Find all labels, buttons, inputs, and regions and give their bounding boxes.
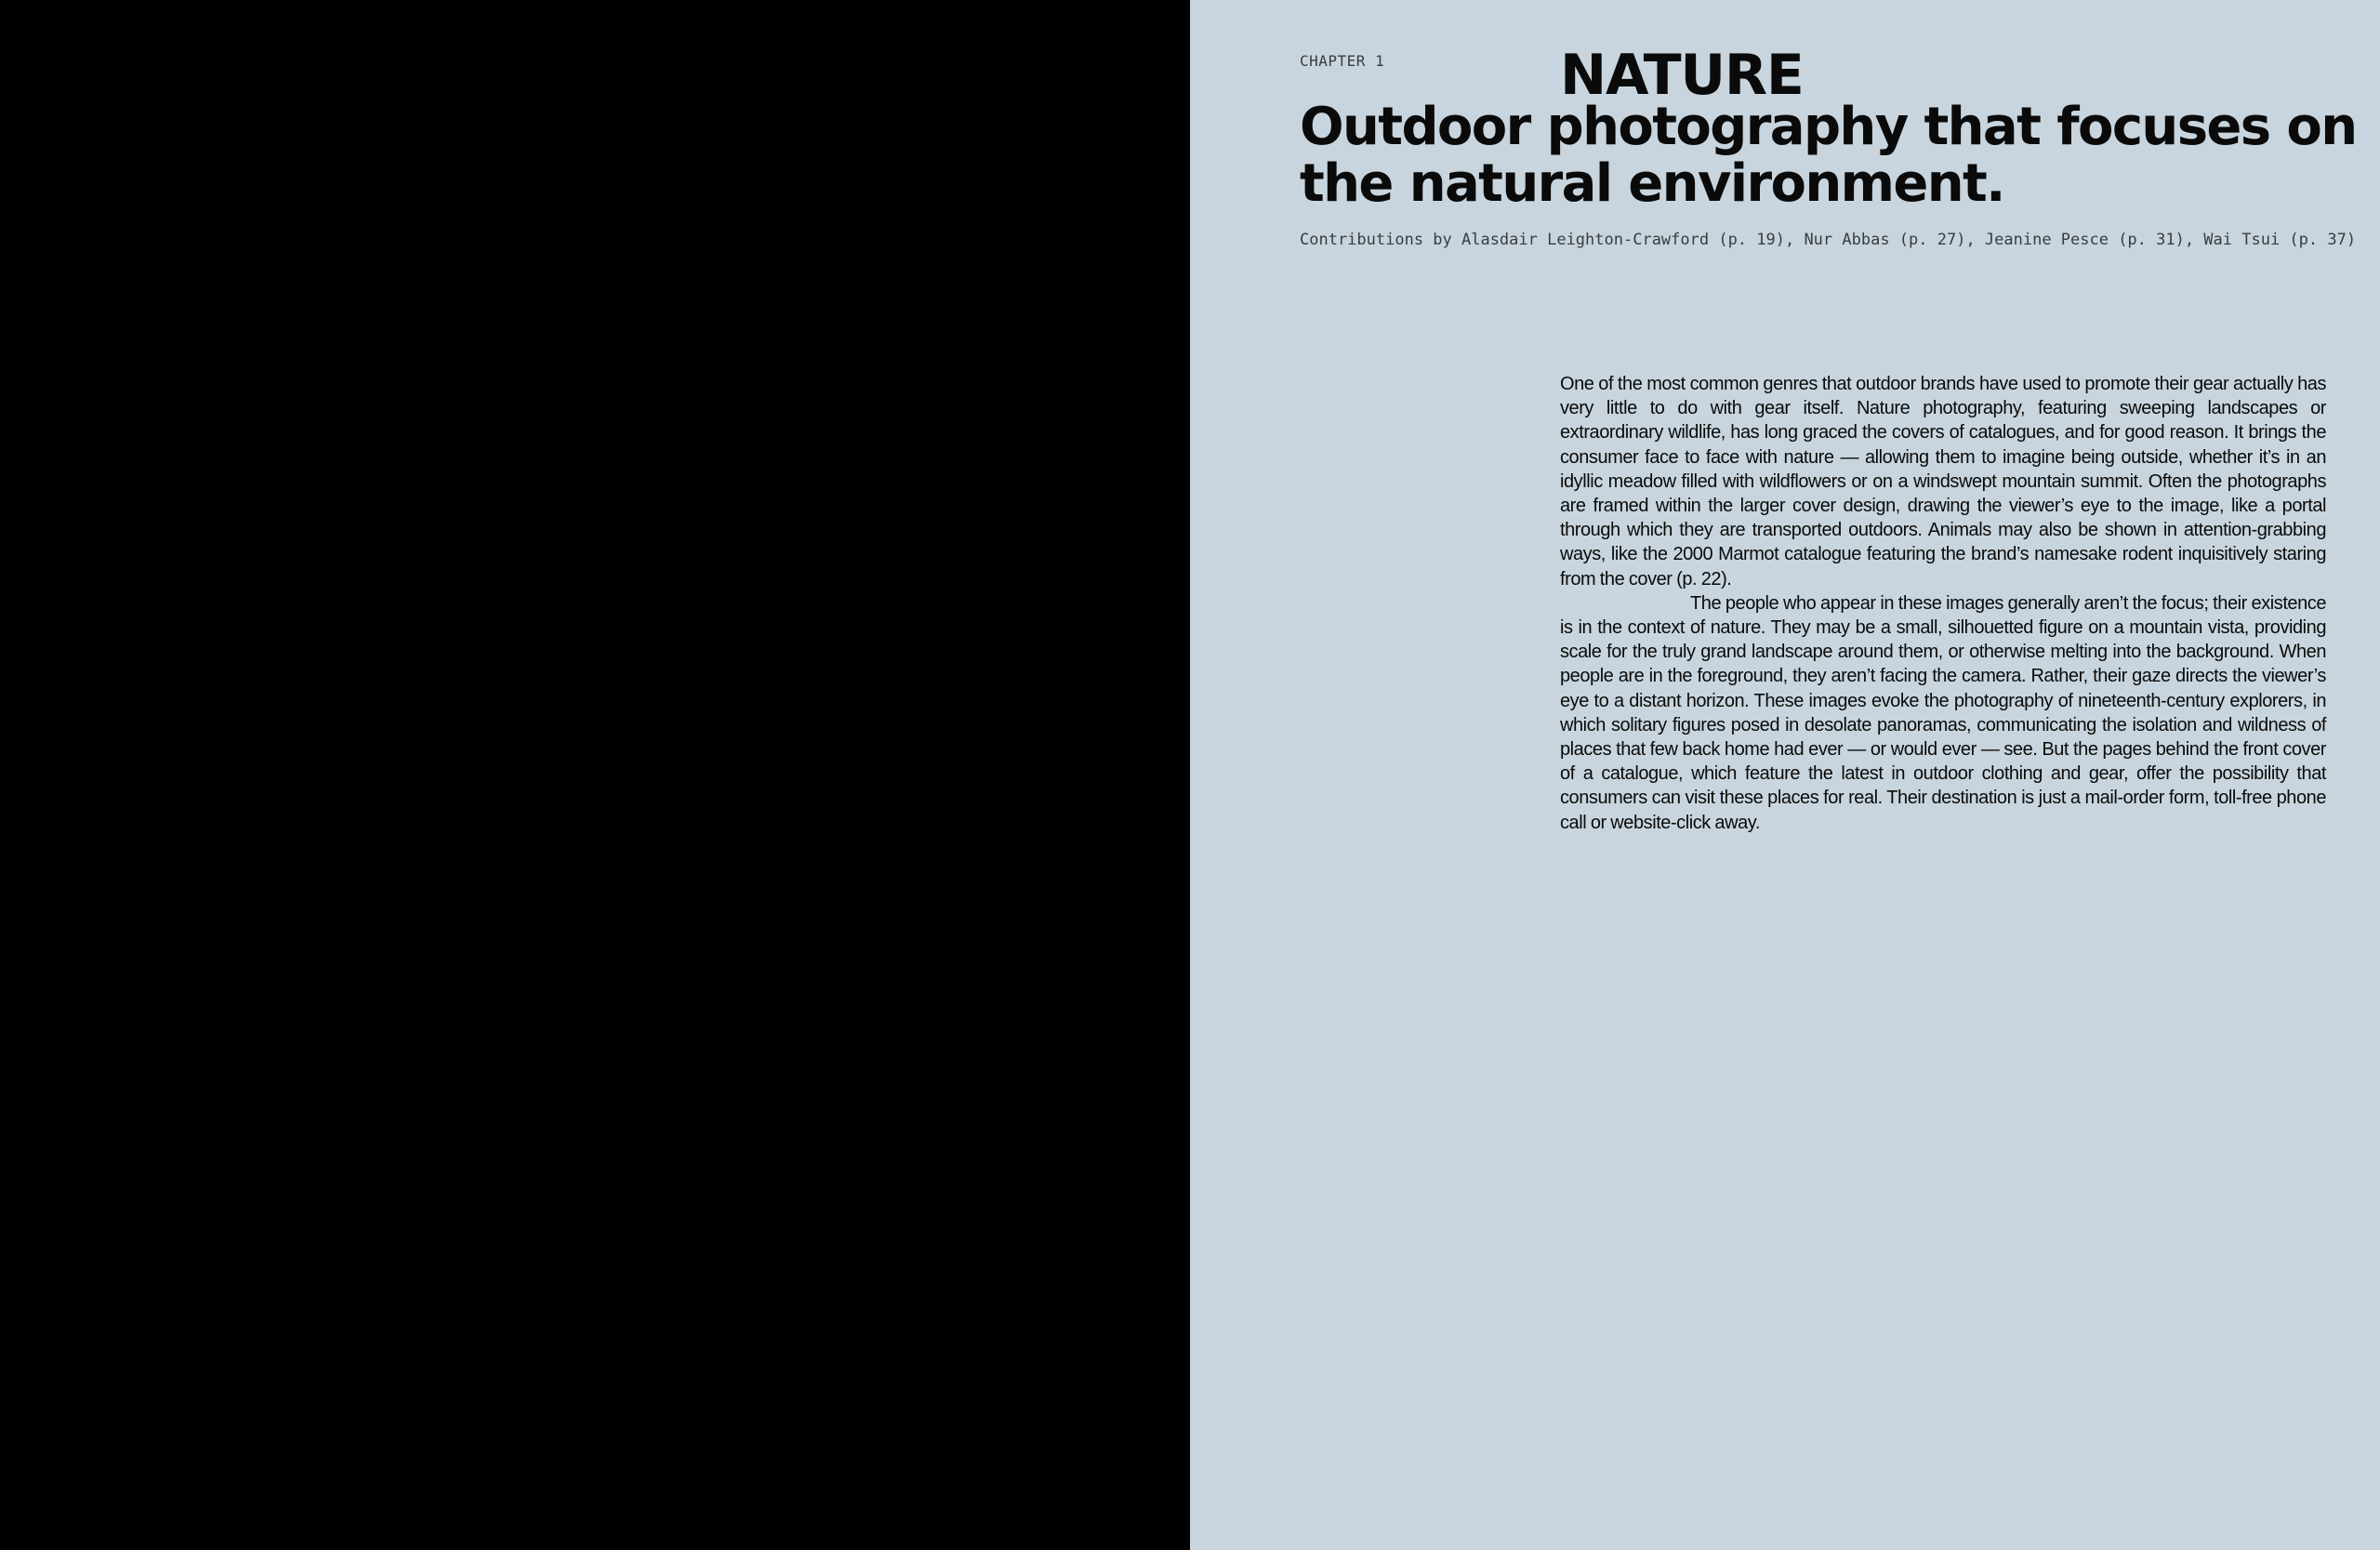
contributors-line: Contributions by Alasdair Leighton-Crawford (p. 19), Nur Abbas (p. 27), Jeanine Pesce (p. 31), Wai Tsui (p. 37)	[1300, 231, 2357, 249]
chapter-title: NATURE	[1560, 43, 1804, 108]
chapter-subtitle: Outdoor photography that focuses on the natural environment.	[1300, 97, 2357, 214]
right-page	[1190, 0, 2380, 1550]
body-paragraph-2: The people who appear in these images generally aren’t the focus; their existence is in the context of nature. They may be a small, silhouetted figure on a mountain vista, providing scale for the truly grand landscape around them, or otherwise melting into the background. When people are in the foreground, they aren’t facing the camera. Rather, their gaze directs the viewer’s eye to a distant horizon. These images evoke the photography of nineteenth-century explorers, in which solitary figures posed in desolate panoramas, communicating the isolation and wildness of places that few back home had ever — or would ever — see. But the pages behind the front cover of a catalogue, which feature the latest in outdoor clothing and gear, offer the possibility that consumers can visit these places for real. Their destination is just a mail-order form, toll-free phone call or website-click away.	[1560, 592, 2326, 833]
body-text	[1560, 372, 2326, 835]
body-paragraph-1: One of the most common genres that outdoor brands have used to promote their gear actually has very little to do with gear itself. Nature photography, featuring sweeping landscapes or extraordinary wildlife, has long graced the covers of catalogues, and for good reason. It brings the consumer face to face with nature — allowing them to imagine being outside, whether it’s in an idyllic meadow filled with wildflowers or on a windswept mountain summit. Often the photographs are framed within the larger cover design, drawing the viewer’s eye to the image, like a portal through which they are transported outdoors. Animals may also be shown in attention-grabbing ways, like the 2000 Marmot catalogue featuring the brand’s namesake rodent inquisitively staring from the cover (p. 22).	[1560, 374, 2326, 590]
chapter-label: CHAPTER 1	[1300, 52, 1385, 70]
